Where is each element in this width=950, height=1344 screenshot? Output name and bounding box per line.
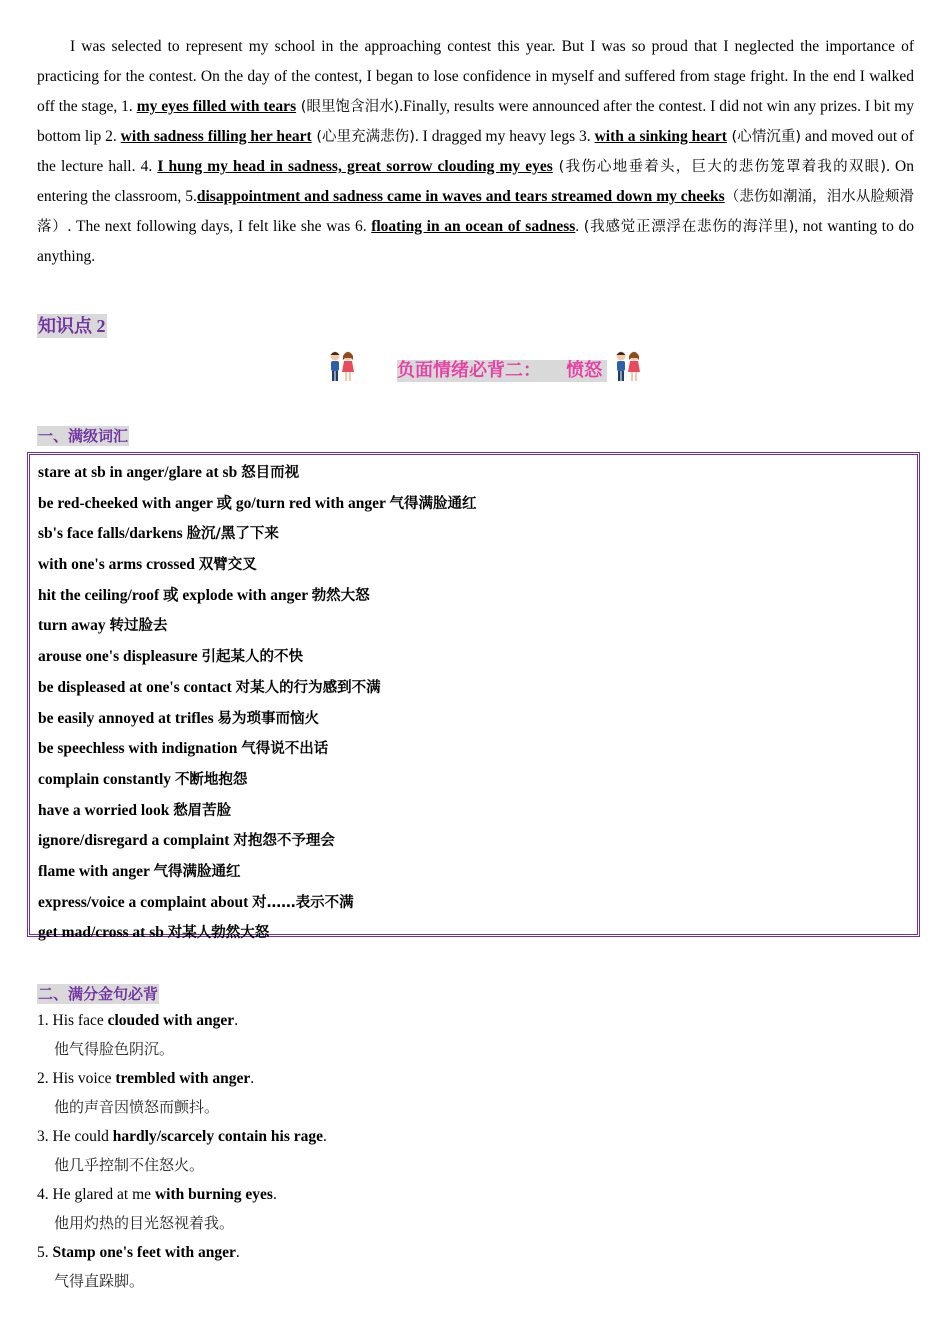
vocab-item bbox=[38, 673, 909, 704]
vocab-english: complain constantly bbox=[38, 770, 175, 788]
intro-text-7: . bbox=[575, 218, 584, 235]
vocab-list bbox=[27, 452, 920, 942]
vocab-chinese: 气得说不出话 bbox=[241, 741, 329, 758]
vocab-item bbox=[38, 581, 909, 612]
vocab-english: arouse one's displeasure bbox=[38, 648, 202, 666]
vocab-english: hit the ceiling/roof 或 explode with anger bbox=[38, 586, 312, 604]
phrase-3-translation: (心情沉重) bbox=[726, 129, 802, 145]
phrase-6-translation: (我感觉正漂浮在悲伤的海洋里) bbox=[583, 219, 795, 235]
vocab-chinese: 对某人的行为感到不满 bbox=[235, 679, 381, 696]
vocab-chinese: 对……表示不满 bbox=[252, 894, 354, 911]
vocab-item bbox=[38, 796, 909, 827]
sentences-list bbox=[37, 1006, 914, 1296]
document-page bbox=[37, 32, 914, 1296]
vocab-english: flame with anger bbox=[38, 862, 154, 880]
vocab-item bbox=[38, 888, 909, 919]
vocab-english: turn away bbox=[38, 617, 110, 635]
intro-text-2: .Finally, results were announced after the contest. I did not win any prizes. I bit my bottom lip 2. bbox=[37, 98, 914, 145]
sentence-key-phrase: clouded with anger bbox=[107, 1012, 235, 1029]
phrase-6: floating in an ocean of sadness bbox=[371, 218, 576, 235]
sentence-key-phrase: hardly/scarcely contain his rage bbox=[112, 1128, 324, 1145]
vocab-chinese: 双臂交叉 bbox=[198, 557, 257, 574]
vocab-english: be red-cheeked with anger 或 go/turn red with anger bbox=[38, 494, 390, 512]
sentence-suffix: . bbox=[272, 1186, 277, 1203]
sentence-key-phrase: Stamp one's feet with anger bbox=[52, 1244, 236, 1261]
sentence-prefix: 5. bbox=[37, 1244, 53, 1261]
knowledge-point-label: 知识点 2 bbox=[38, 316, 106, 336]
sentence-english bbox=[37, 1238, 914, 1267]
vocab-english: be speechless with indignation bbox=[38, 740, 242, 758]
vocab-item bbox=[38, 918, 909, 949]
sentence-key-phrase: trembled with anger bbox=[115, 1070, 251, 1087]
kids-icon-right bbox=[611, 350, 645, 386]
vocab-chinese: 对某人勃然大怒 bbox=[167, 925, 270, 942]
intro-text-1: I was selected to represent my school in the approaching contest this year. But I was so proud that I neglected the importance of practicing for the contest. On the day of the contest, I began to lose confidence in myself and suffered from stage fright. In the end I walked off the stage, 1. bbox=[37, 38, 914, 115]
vocab-chinese: 勃然大怒 bbox=[311, 587, 370, 604]
sentences-heading: 二、满分金句必背 bbox=[38, 985, 159, 1003]
sentence-suffix: . bbox=[234, 1012, 239, 1029]
vocab-english: express/voice a complaint about bbox=[38, 893, 253, 911]
phrase-3: with a sinking heart bbox=[594, 128, 727, 145]
vocab-chinese: 气得满脸通红 bbox=[389, 495, 477, 512]
vocab-english: ignore/disregard a complaint bbox=[38, 832, 234, 850]
phrase-4-translation: (我伤心地垂着头，巨大的悲伤笼罩着我的双眼) bbox=[552, 159, 887, 175]
vocab-english: have a worried look bbox=[38, 801, 174, 819]
sentence-chinese: 他用灼热的目光怒视着我。 bbox=[54, 1214, 235, 1232]
sentence-chinese: 气得直跺脚。 bbox=[54, 1272, 145, 1290]
vocab-chinese: 气得满脸通红 bbox=[153, 863, 241, 880]
vocab-item bbox=[38, 550, 909, 581]
vocab-chinese: 怒目而视 bbox=[241, 465, 300, 481]
vocab-section bbox=[37, 452, 914, 942]
vocab-heading: 一、满级词汇 bbox=[38, 427, 129, 445]
topic-title: 负面情绪必背二： 愤怒 bbox=[397, 360, 607, 382]
vocab-item bbox=[38, 611, 909, 642]
vocab-english: with one's arms crossed bbox=[38, 556, 199, 574]
sentence-chinese: 他几乎控制不住怒火。 bbox=[54, 1156, 205, 1174]
sentence-chinese: 他气得脸色阴沉。 bbox=[54, 1040, 175, 1058]
vocab-item bbox=[38, 519, 909, 550]
kids-icon-left bbox=[325, 350, 359, 386]
vocab-english: be displeased at one's contact bbox=[38, 678, 236, 696]
vocab-item bbox=[38, 857, 909, 888]
sentence-english bbox=[37, 1064, 914, 1093]
sentence-english bbox=[37, 1122, 914, 1151]
phrase-4: I hung my head in sadness, great sorrow clouding my eyes bbox=[157, 158, 553, 175]
phrase-1-translation: (眼里饱含泪水) bbox=[296, 99, 400, 115]
sentence-chinese: 他的声音因愤怒而颤抖。 bbox=[54, 1098, 220, 1116]
vocab-english: stare at sb in anger/glare at sb bbox=[38, 464, 242, 481]
sentence-suffix: . bbox=[250, 1070, 255, 1087]
phrase-1: my eyes filled with tears bbox=[136, 98, 297, 115]
vocab-english: sb's face falls/darkens bbox=[38, 525, 187, 543]
sentence-prefix: 3. He could bbox=[37, 1128, 113, 1145]
vocab-item bbox=[38, 826, 909, 857]
vocab-chinese: 不断地抱怨 bbox=[174, 771, 248, 788]
intro-text-3: . I dragged my heavy legs 3. bbox=[414, 128, 595, 145]
sentence-english bbox=[37, 1006, 914, 1035]
vocab-chinese: 引起某人的不快 bbox=[201, 649, 303, 666]
phrase-5: disappointment and sadness came in waves and tears streamed down my cheeks bbox=[196, 188, 725, 205]
vocab-item bbox=[38, 642, 909, 673]
sentence-prefix: 4. He glared at me bbox=[37, 1186, 155, 1203]
intro-text-5: . On entering the classroom, 5. bbox=[37, 158, 914, 205]
sentence-suffix: . bbox=[323, 1128, 327, 1145]
intro-paragraph bbox=[37, 32, 914, 272]
phrase-2-translation: (心里充满悲伤) bbox=[311, 129, 415, 145]
vocab-chinese: 易为琐事而恼火 bbox=[217, 710, 320, 727]
intro-text-4: and moved out of the lecture hall. 4. bbox=[37, 128, 914, 175]
intro-text-8: , not wanting to do anything. bbox=[37, 218, 914, 265]
vocab-chinese: 转过脸去 bbox=[109, 618, 168, 635]
vocab-item bbox=[38, 704, 909, 735]
vocab-item bbox=[38, 734, 909, 765]
intro-text-6: . The next following days, I felt like she was 6. bbox=[67, 218, 372, 235]
vocab-chinese: 脸沉/黑了下来 bbox=[186, 526, 279, 543]
vocab-chinese: 对抱怨不予理会 bbox=[233, 833, 335, 850]
sentence-suffix: . bbox=[235, 1244, 240, 1261]
vocab-english: be easily annoyed at trifles bbox=[38, 709, 218, 727]
sentence-english bbox=[37, 1180, 914, 1209]
vocab-english: get mad/cross at sb bbox=[38, 924, 168, 942]
vocab-item bbox=[38, 458, 909, 489]
sentence-prefix: 1. His face bbox=[37, 1012, 108, 1029]
sentence-key-phrase: with burning eyes bbox=[154, 1186, 273, 1203]
sentence-prefix: 2. His voice bbox=[37, 1070, 116, 1087]
topic-title-block bbox=[361, 338, 646, 386]
phrase-5-translation: （悲伤如潮涌，泪水从脸颊滑落） bbox=[37, 189, 914, 235]
phrase-2: with sadness filling her heart bbox=[120, 128, 312, 145]
vocab-item bbox=[38, 765, 909, 796]
vocab-chinese: 愁眉苦脸 bbox=[173, 802, 232, 819]
topic-header bbox=[37, 338, 914, 386]
vocab-item bbox=[38, 489, 909, 520]
